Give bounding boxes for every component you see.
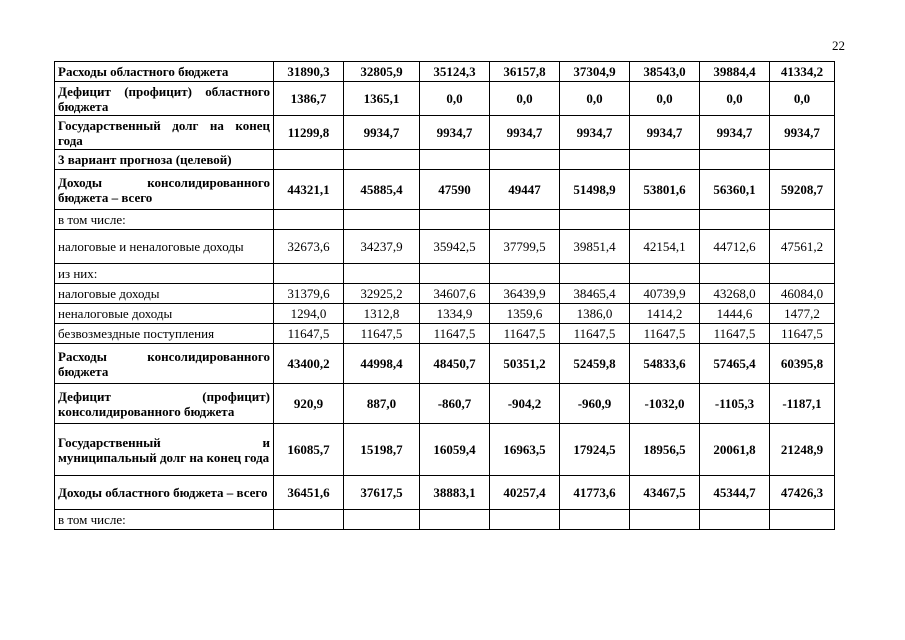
value-cell: 1477,2 [770,304,835,324]
value-cell [630,210,700,230]
table-row [55,476,835,510]
page-number: 22 [832,38,845,53]
value-cell: 59208,7 [770,170,835,210]
value-cell [560,510,630,530]
value-cell [770,150,835,170]
value-cell [420,210,490,230]
value-cell: 0,0 [630,82,700,116]
value-cell: 50351,2 [490,344,560,384]
value-cell: 40739,9 [630,284,700,304]
value-cell [770,264,835,284]
value-cell [274,150,344,170]
value-cell [344,150,420,170]
value-cell: 38883,1 [420,476,490,510]
value-cell: 18956,5 [630,424,700,476]
value-cell: 1294,0 [274,304,344,324]
value-cell: 32925,2 [344,284,420,304]
value-cell: 43400,2 [274,344,344,384]
value-cell: 43467,5 [630,476,700,510]
table-row [55,344,835,384]
row-label: Государственный долг на конец года [55,116,274,150]
value-cell: 9934,7 [700,116,770,150]
value-cell: -1105,3 [700,384,770,424]
value-cell: 47561,2 [770,230,835,264]
value-cell: 16963,5 [490,424,560,476]
table-row [55,510,835,530]
value-cell [274,264,344,284]
value-cell: 920,9 [274,384,344,424]
value-cell: 9934,7 [344,116,420,150]
value-cell: 41334,2 [770,62,835,82]
value-cell: 1312,8 [344,304,420,324]
value-cell: 37617,5 [344,476,420,510]
value-cell: -904,2 [490,384,560,424]
value-cell [274,210,344,230]
value-cell [490,150,560,170]
value-cell: 1386,0 [560,304,630,324]
value-cell: 21248,9 [770,424,835,476]
value-cell: 0,0 [420,82,490,116]
value-cell: 44998,4 [344,344,420,384]
value-cell: 34237,9 [344,230,420,264]
value-cell: 16059,4 [420,424,490,476]
table-row [55,230,835,264]
value-cell: 11647,5 [490,324,560,344]
value-cell: 20061,8 [700,424,770,476]
value-cell: 39884,4 [700,62,770,82]
table-row [55,150,835,170]
value-cell [630,150,700,170]
value-cell: 11647,5 [630,324,700,344]
table-row [55,116,835,150]
value-cell: 0,0 [560,82,630,116]
value-cell: 57465,4 [700,344,770,384]
table-row [55,284,835,304]
value-cell: 31379,6 [274,284,344,304]
row-label: в том числе: [55,210,274,230]
value-cell: 37799,5 [490,230,560,264]
value-cell: 44712,6 [700,230,770,264]
row-label: неналоговые доходы [55,304,274,324]
value-cell: -1032,0 [630,384,700,424]
value-cell: 60395,8 [770,344,835,384]
value-cell: 11647,5 [344,324,420,344]
value-cell: 16085,7 [274,424,344,476]
value-cell [274,510,344,530]
value-cell [490,510,560,530]
value-cell [700,210,770,230]
value-cell: 39851,4 [560,230,630,264]
table-row [55,304,835,324]
row-label: Дефицит (профицит) консолидированного бюджета [55,384,274,424]
value-cell: 887,0 [344,384,420,424]
value-cell: 36439,9 [490,284,560,304]
value-cell: 0,0 [490,82,560,116]
row-label: налоговые и неналоговые доходы [55,230,274,264]
value-cell: 11647,5 [770,324,835,344]
value-cell [420,150,490,170]
value-cell [560,264,630,284]
value-cell: 48450,7 [420,344,490,384]
table-row [55,170,835,210]
value-cell [630,264,700,284]
value-cell: -860,7 [420,384,490,424]
value-cell: 11647,5 [700,324,770,344]
value-cell [560,210,630,230]
value-cell: 1386,7 [274,82,344,116]
row-label: Доходы областного бюджета – всего [55,476,274,510]
value-cell: 11299,8 [274,116,344,150]
value-cell: 45344,7 [700,476,770,510]
value-cell [344,210,420,230]
row-label: Доходы консолидированного бюджета – всего [55,170,274,210]
value-cell: 11647,5 [560,324,630,344]
row-label: налоговые доходы [55,284,274,304]
value-cell: 47426,3 [770,476,835,510]
value-cell: 52459,8 [560,344,630,384]
value-cell [344,264,420,284]
value-cell: 42154,1 [630,230,700,264]
table-row [55,264,835,284]
table-row [55,424,835,476]
value-cell: 15198,7 [344,424,420,476]
value-cell: 1414,2 [630,304,700,324]
value-cell: 35942,5 [420,230,490,264]
value-cell: 56360,1 [700,170,770,210]
value-cell: 49447 [490,170,560,210]
value-cell [770,510,835,530]
value-cell: 17924,5 [560,424,630,476]
value-cell: 51498,9 [560,170,630,210]
value-cell: 9934,7 [490,116,560,150]
value-cell: 9934,7 [420,116,490,150]
value-cell [344,510,420,530]
value-cell: 36157,8 [490,62,560,82]
table-row [55,82,835,116]
value-cell: 1359,6 [490,304,560,324]
value-cell [700,264,770,284]
row-label: из них: [55,264,274,284]
value-cell: 32805,9 [344,62,420,82]
table-row [55,324,835,344]
value-cell: 38465,4 [560,284,630,304]
value-cell: 9934,7 [560,116,630,150]
table-row [55,62,835,82]
value-cell: 47590 [420,170,490,210]
value-cell: -1187,1 [770,384,835,424]
value-cell [420,264,490,284]
value-cell: 43268,0 [700,284,770,304]
value-cell: 32673,6 [274,230,344,264]
value-cell: 11647,5 [274,324,344,344]
row-label: Расходы консолидированного бюджета [55,344,274,384]
budget-forecast-table [54,61,835,530]
value-cell [490,264,560,284]
value-cell [560,150,630,170]
row-label: Расходы областного бюджета [55,62,274,82]
row-label: Государственный и муниципальный долг на конец года [55,424,274,476]
value-cell: 53801,6 [630,170,700,210]
value-cell: 45885,4 [344,170,420,210]
value-cell: 44321,1 [274,170,344,210]
row-label: безвозмездные поступления [55,324,274,344]
value-cell [700,510,770,530]
value-cell: -960,9 [560,384,630,424]
value-cell: 35124,3 [420,62,490,82]
value-cell: 31890,3 [274,62,344,82]
value-cell: 54833,6 [630,344,700,384]
value-cell: 36451,6 [274,476,344,510]
value-cell [490,210,560,230]
value-cell [700,150,770,170]
value-cell [770,210,835,230]
value-cell: 34607,6 [420,284,490,304]
value-cell: 9934,7 [630,116,700,150]
value-cell: 9934,7 [770,116,835,150]
value-cell: 1444,6 [700,304,770,324]
value-cell: 0,0 [700,82,770,116]
value-cell: 41773,6 [560,476,630,510]
value-cell: 40257,4 [490,476,560,510]
row-label: 3 вариант прогноза (целевой) [55,150,274,170]
row-label: Дефицит (профицит) областного бюджета [55,82,274,116]
row-label: в том числе: [55,510,274,530]
value-cell: 11647,5 [420,324,490,344]
value-cell [420,510,490,530]
table-row [55,384,835,424]
value-cell: 38543,0 [630,62,700,82]
value-cell: 0,0 [770,82,835,116]
table-row [55,210,835,230]
value-cell: 1365,1 [344,82,420,116]
value-cell: 1334,9 [420,304,490,324]
value-cell: 37304,9 [560,62,630,82]
value-cell: 46084,0 [770,284,835,304]
value-cell [630,510,700,530]
